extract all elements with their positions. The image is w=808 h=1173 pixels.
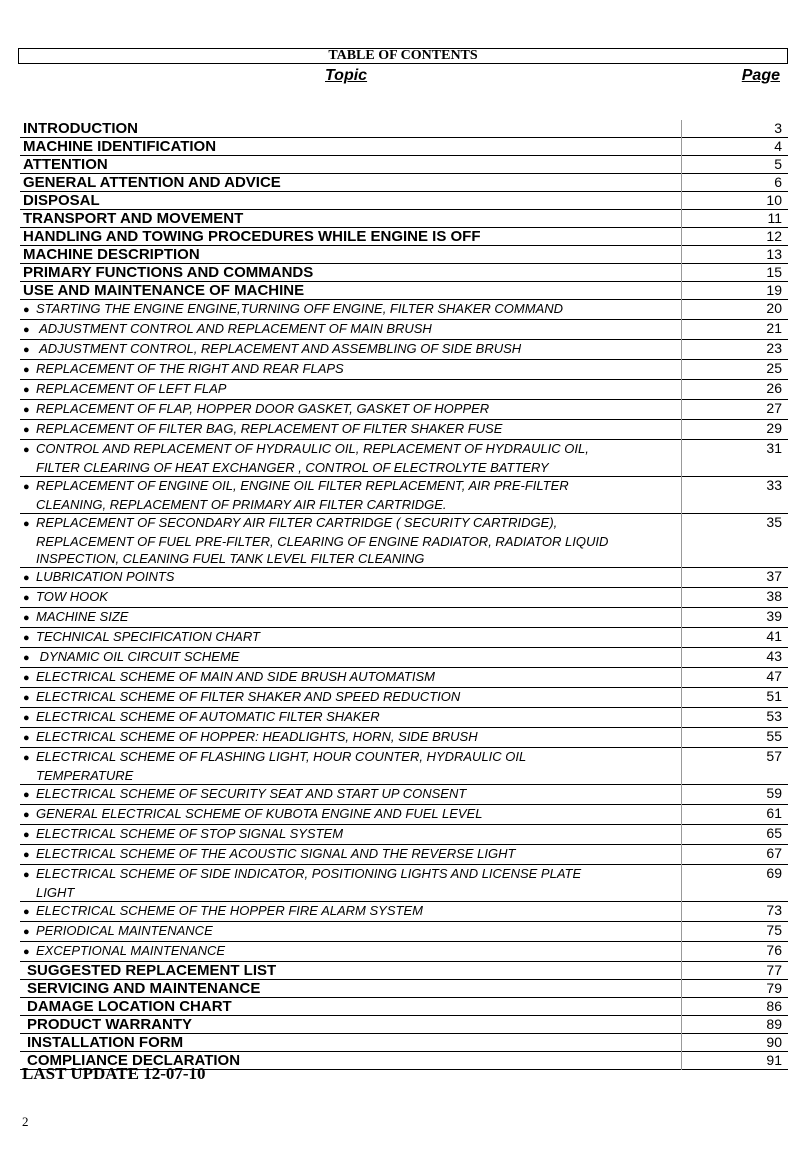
toc-entry-line: LIGHT xyxy=(36,885,75,900)
bullet-icon: ● xyxy=(23,592,30,604)
toc-entry-page: 90 xyxy=(766,1034,782,1050)
toc-entry-title: PRIMARY FUNCTIONS AND COMMANDS xyxy=(20,264,682,282)
toc-entry-title xyxy=(20,420,682,440)
bullet-icon: ● xyxy=(23,712,30,724)
toc-entry[interactable] xyxy=(20,568,788,588)
toc-entry[interactable] xyxy=(20,400,788,420)
toc-entry-title xyxy=(20,380,682,400)
toc-entry-page: 39 xyxy=(766,608,782,624)
toc-entry-page: 76 xyxy=(766,942,782,958)
toc-entry-title xyxy=(20,300,682,320)
toc-entry[interactable] xyxy=(20,360,788,380)
toc-entry-title xyxy=(20,902,682,922)
bullet-icon: ● xyxy=(23,906,30,918)
toc-entry-title xyxy=(20,440,682,477)
toc-entry[interactable] xyxy=(20,264,788,282)
toc-entry[interactable] xyxy=(20,380,788,400)
toc-entry-page: 43 xyxy=(766,648,782,664)
toc-entry[interactable] xyxy=(20,748,788,785)
toc-entry-line: REPLACEMENT OF ENGINE OIL, ENGINE OIL FILTER REPLACEMENT, AIR PRE-FILTER xyxy=(36,478,569,493)
toc-entry-title xyxy=(20,628,682,648)
toc-entry-title xyxy=(20,845,682,865)
bullet-icon: ● xyxy=(23,789,30,801)
toc-entry[interactable] xyxy=(20,320,788,340)
toc-entry-line: ELECTRICAL SCHEME OF HOPPER: HEADLIGHTS, HORN, SIDE BRUSH xyxy=(36,729,478,744)
toc-entry[interactable] xyxy=(20,785,788,805)
toc-entry[interactable] xyxy=(20,340,788,360)
toc-entry-page: 13 xyxy=(766,246,782,262)
toc-entry-line: TEMPERATURE xyxy=(36,768,134,783)
bullet-icon: ● xyxy=(23,481,30,493)
toc-entry-line: ELECTRICAL SCHEME OF AUTOMATIC FILTER SHAKER xyxy=(36,709,380,724)
toc-entry-page: 15 xyxy=(766,264,782,280)
toc-entry-page: 25 xyxy=(766,360,782,376)
toc-entry[interactable] xyxy=(20,825,788,845)
toc-entry-line: CONTROL AND REPLACEMENT OF HYDRAULIC OIL, REPLACEMENT OF HYDRAULIC OIL, xyxy=(36,441,589,456)
toc-entry-page: 75 xyxy=(766,922,782,938)
bullet-icon: ● xyxy=(23,324,30,336)
bullet-icon: ● xyxy=(23,869,30,881)
toc-entry[interactable] xyxy=(20,282,788,300)
page-column-label: Page xyxy=(741,67,780,84)
bullet-icon: ● xyxy=(23,384,30,396)
toc-entry-line: CLEANING, REPLACEMENT OF PRIMARY AIR FILTER CARTRIDGE. xyxy=(36,497,447,512)
toc-title: TABLE OF CONTENTS xyxy=(328,48,478,63)
toc-entry[interactable] xyxy=(20,1034,788,1052)
toc-entry-line: ELECTRICAL SCHEME OF THE ACOUSTIC SIGNAL AND THE REVERSE LIGHT xyxy=(36,846,516,861)
toc-entry-line: ELECTRICAL SCHEME OF SECURITY SEAT AND START UP CONSENT xyxy=(36,786,467,801)
toc-entry-title: SERVICING AND MAINTENANCE xyxy=(20,980,682,998)
toc-entry[interactable] xyxy=(20,210,788,228)
toc-entry-page: 69 xyxy=(766,865,782,881)
toc-entry-line: REPLACEMENT OF FUEL PRE-FILTER, CLEARING OF ENGINE RADIATOR, RADIATOR LIQUID xyxy=(36,534,609,549)
toc-entry-title xyxy=(20,785,682,805)
bullet-icon: ● xyxy=(23,672,30,684)
toc-table xyxy=(20,120,788,1070)
toc-entry-page: 23 xyxy=(766,340,782,356)
toc-entry-line: PERIODICAL MAINTENANCE xyxy=(36,923,213,938)
bullet-icon: ● xyxy=(23,752,30,764)
bullet-icon: ● xyxy=(23,809,30,821)
toc-entry-title: USE AND MAINTENANCE OF MACHINE xyxy=(20,282,682,300)
bullet-icon: ● xyxy=(23,424,30,436)
toc-entry[interactable] xyxy=(20,922,788,942)
toc-entry-page: 12 xyxy=(766,228,782,244)
toc-entry-page: 11 xyxy=(767,210,782,226)
bullet-icon: ● xyxy=(23,926,30,938)
toc-entry-title: INSTALLATION FORM xyxy=(20,1034,682,1052)
bullet-icon: ● xyxy=(23,344,30,356)
toc-entry-page: 29 xyxy=(766,420,782,436)
toc-entry[interactable] xyxy=(20,805,788,825)
toc-entry-page: 41 xyxy=(766,628,782,644)
toc-entry-page: 6 xyxy=(774,174,782,190)
toc-entry[interactable] xyxy=(20,588,788,608)
toc-entry-page: 67 xyxy=(766,845,782,861)
toc-entry-page: 21 xyxy=(766,320,782,336)
toc-title-box xyxy=(18,48,788,64)
toc-entry-page: 37 xyxy=(766,568,782,584)
toc-entry-line: STARTING THE ENGINE ENGINE,TURNING OFF ENGINE, FILTER SHAKER COMMAND xyxy=(36,301,564,316)
bullet-icon: ● xyxy=(23,732,30,744)
toc-entry[interactable] xyxy=(20,138,788,156)
toc-entry-page: 89 xyxy=(766,1016,782,1032)
toc-entry[interactable] xyxy=(20,708,788,728)
toc-entry[interactable] xyxy=(20,865,788,902)
bullet-icon: ● xyxy=(23,518,30,530)
toc-entry[interactable] xyxy=(20,156,788,174)
toc-entry-page: 57 xyxy=(766,748,782,764)
toc-entry-line: DYNAMIC OIL CIRCUIT SCHEME xyxy=(36,649,240,664)
toc-entry[interactable] xyxy=(20,980,788,998)
toc-entry-page: 5 xyxy=(774,156,782,172)
toc-entry-title: DISPOSAL xyxy=(20,192,682,210)
toc-entry-title: TRANSPORT AND MOVEMENT xyxy=(20,210,682,228)
toc-entry-line: TOW HOOK xyxy=(36,589,108,604)
bullet-icon: ● xyxy=(23,692,30,704)
toc-entry-line: REPLACEMENT OF SECONDARY AIR FILTER CARTRIDGE ( SECURITY CARTRIDGE), xyxy=(36,515,558,530)
toc-entry-line: ADJUSTMENT CONTROL, REPLACEMENT AND ASSEMBLING OF SIDE BRUSH xyxy=(36,341,522,356)
toc-entry-title xyxy=(20,748,682,785)
toc-entry-title: COMPLIANCE DECLARATION xyxy=(20,1052,682,1070)
toc-entry[interactable] xyxy=(20,668,788,688)
toc-entry-title: HANDLING AND TOWING PROCEDURES WHILE ENGINE IS OFF xyxy=(20,228,682,246)
toc-entry-page: 33 xyxy=(766,477,782,493)
toc-entry-line: REPLACEMENT OF FILTER BAG, REPLACEMENT OF FILTER SHAKER FUSE xyxy=(36,421,503,436)
toc-entry[interactable] xyxy=(20,688,788,708)
toc-entry-title: GENERAL ATTENTION AND ADVICE xyxy=(20,174,682,192)
toc-entry-title: DAMAGE LOCATION CHART xyxy=(20,998,682,1016)
toc-entry-page: 10 xyxy=(766,192,782,208)
toc-entry[interactable] xyxy=(20,902,788,922)
toc-entry-line: FILTER CLEARING OF HEAT EXCHANGER , CONTROL OF ELECTROLYTE BATTERY xyxy=(36,460,549,475)
toc-entry-page: 26 xyxy=(766,380,782,396)
toc-entry-line: LUBRICATION POINTS xyxy=(36,569,175,584)
toc-entry-page: 59 xyxy=(766,785,782,801)
toc-entry-title xyxy=(20,608,682,628)
toc-entry-page: 53 xyxy=(766,708,782,724)
toc-entry[interactable] xyxy=(20,608,788,628)
toc-entry-title xyxy=(20,922,682,942)
toc-entry[interactable] xyxy=(20,1016,788,1034)
bullet-icon: ● xyxy=(23,946,30,958)
bullet-icon: ● xyxy=(23,572,30,584)
bullet-icon: ● xyxy=(23,364,30,376)
toc-entry-line: TECHNICAL SPECIFICATION CHART xyxy=(36,629,260,644)
last-update: LAST UPDATE 12-07-10 xyxy=(22,1064,206,1083)
toc-entry-line: REPLACEMENT OF THE RIGHT AND REAR FLAPS xyxy=(36,361,344,376)
bullet-icon: ● xyxy=(23,632,30,644)
toc-entry-title xyxy=(20,568,682,588)
toc-entry[interactable] xyxy=(20,942,788,962)
bullet-icon: ● xyxy=(23,829,30,841)
toc-entry-page: 20 xyxy=(766,300,782,316)
toc-entry-page: 47 xyxy=(766,668,782,684)
toc-entry-page: 73 xyxy=(766,902,782,918)
toc-entry-title xyxy=(20,588,682,608)
toc-entry[interactable] xyxy=(20,477,788,514)
toc-entry-line: MACHINE SIZE xyxy=(36,609,129,624)
toc-entry-title xyxy=(20,708,682,728)
toc-entry-page: 27 xyxy=(766,400,782,416)
toc-entry-title xyxy=(20,668,682,688)
toc-entry-line: ELECTRICAL SCHEME OF SIDE INDICATOR, POSITIONING LIGHTS AND LICENSE PLATE xyxy=(36,866,582,881)
toc-entry-title xyxy=(20,340,682,360)
toc-entry-line: INSPECTION, CLEANING FUEL TANK LEVEL FILTER CLEANING xyxy=(36,551,425,566)
toc-entry-title: SUGGESTED REPLACEMENT LIST xyxy=(20,962,682,980)
toc-entry-page: 19 xyxy=(766,282,782,298)
toc-entry[interactable] xyxy=(20,648,788,668)
toc-entry-page: 38 xyxy=(766,588,782,604)
toc-entry[interactable] xyxy=(20,628,788,648)
toc-entry[interactable] xyxy=(20,192,788,210)
toc-entry-title xyxy=(20,400,682,420)
toc-entry-page: 51 xyxy=(766,688,782,704)
toc-entry-title: MACHINE IDENTIFICATION xyxy=(20,138,682,156)
toc-entry[interactable] xyxy=(20,120,788,138)
toc-entry-line: ELECTRICAL SCHEME OF STOP SIGNAL SYSTEM xyxy=(36,826,344,841)
toc-entry[interactable] xyxy=(20,440,788,477)
bullet-icon: ● xyxy=(23,304,30,316)
toc-entry-title xyxy=(20,648,682,668)
toc-entry-page: 91 xyxy=(766,1052,782,1068)
toc-entry-page: 31 xyxy=(766,440,782,456)
toc-entry[interactable] xyxy=(20,998,788,1016)
bullet-icon: ● xyxy=(23,652,30,664)
toc-entry-page: 55 xyxy=(766,728,782,744)
toc-entry-title xyxy=(20,360,682,380)
toc-entry-title xyxy=(20,688,682,708)
bullet-icon: ● xyxy=(23,404,30,416)
toc-entry-line: REPLACEMENT OF FLAP, HOPPER DOOR GASKET, GASKET OF HOPPER xyxy=(36,401,490,416)
toc-entry[interactable] xyxy=(20,246,788,264)
toc-entry-page: 61 xyxy=(766,805,782,821)
toc-entry[interactable] xyxy=(20,514,788,568)
toc-entry-title xyxy=(20,865,682,902)
page-number: 2 xyxy=(22,1114,29,1129)
toc-entry-title xyxy=(20,825,682,845)
toc-entry-title xyxy=(20,514,682,568)
toc-entry-title xyxy=(20,728,682,748)
toc-entry-title xyxy=(20,805,682,825)
topic-column-label: Topic xyxy=(325,67,368,84)
toc-entry[interactable] xyxy=(20,300,788,320)
toc-entry[interactable] xyxy=(20,174,788,192)
toc-entry-page: 35 xyxy=(766,514,782,530)
toc-entry-line: ELECTRICAL SCHEME OF FILTER SHAKER AND SPEED REDUCTION xyxy=(36,689,461,704)
toc-entry-title: INTRODUCTION xyxy=(20,120,682,138)
toc-entry-page: 79 xyxy=(766,980,782,996)
toc-entry-page: 3 xyxy=(774,120,782,136)
toc-entry[interactable] xyxy=(20,845,788,865)
toc-entry-title xyxy=(20,320,682,340)
toc-entry-title: MACHINE DESCRIPTION xyxy=(20,246,682,264)
toc-entry-line: ELECTRICAL SCHEME OF THE HOPPER FIRE ALARM SYSTEM xyxy=(36,903,423,918)
toc-entry[interactable] xyxy=(20,962,788,980)
toc-entry-title xyxy=(20,477,682,514)
toc-entry-line: REPLACEMENT OF LEFT FLAP xyxy=(36,381,227,396)
toc-entry-page: 65 xyxy=(766,825,782,841)
toc-entry-line: ELECTRICAL SCHEME OF FLASHING LIGHT, HOUR COUNTER, HYDRAULIC OIL xyxy=(36,749,527,764)
bullet-icon: ● xyxy=(23,849,30,861)
toc-entry-page: 86 xyxy=(766,998,782,1014)
toc-entry-page: 4 xyxy=(774,138,782,154)
toc-entry-title: ATTENTION xyxy=(20,156,682,174)
toc-entry-line: ELECTRICAL SCHEME OF MAIN AND SIDE BRUSH AUTOMATISM xyxy=(36,669,435,684)
toc-entry-title: PRODUCT WARRANTY xyxy=(20,1016,682,1034)
toc-entry-page: 77 xyxy=(766,962,782,978)
toc-entry[interactable] xyxy=(20,228,788,246)
bullet-icon: ● xyxy=(23,612,30,624)
toc-entry-line: EXCEPTIONAL MAINTENANCE xyxy=(36,943,226,958)
toc-entry[interactable] xyxy=(20,728,788,748)
bullet-icon: ● xyxy=(23,444,30,456)
toc-entry[interactable] xyxy=(20,420,788,440)
toc-entry-title xyxy=(20,942,682,962)
toc-entry-line: GENERAL ELECTRICAL SCHEME OF KUBOTA ENGINE AND FUEL LEVEL xyxy=(36,806,483,821)
toc-entry-line: ADJUSTMENT CONTROL AND REPLACEMENT OF MAIN BRUSH xyxy=(36,321,432,336)
